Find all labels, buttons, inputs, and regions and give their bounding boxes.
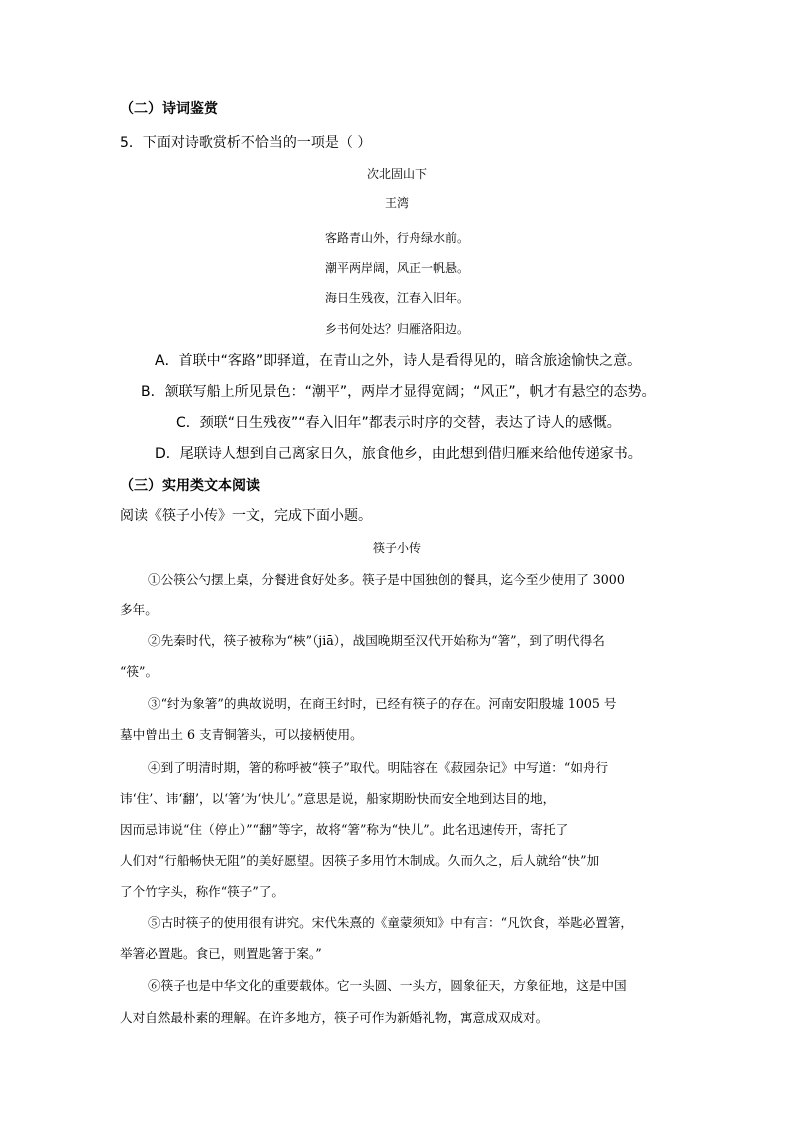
paragraph-line: “筷”。 — [120, 664, 159, 679]
paragraph-line: 人们对“行船畅快无阻”的美好愿望。因筷子多用竹木制成。久而久之，后人就给“快”加 — [120, 853, 600, 868]
paragraph-line: ③“纣为象箸”的典故说明，在商王纣时，已经有筷子的存在。河南安阳殷墟 1005 号 — [148, 696, 617, 711]
paragraph-line: ②先秦时代，筷子被称为“梜”（jiā），战国晚期至汉代开始称为“箸”，到了明代得名 — [148, 633, 605, 648]
option-d: D．尾联诗人想到自己离家日久，旅食他乡，由此想到借归雁来给他传递家书。 — [155, 446, 642, 462]
article-title: 筷子小传 — [372, 541, 421, 555]
question-5: 5．下面对诗歌赏析不恰当的一项是（ ） — [120, 135, 372, 151]
poem-line: 乡书何处达？归雁洛阳边。 — [324, 322, 469, 336]
paragraph-line: ①公筷公勺摆上桌，分餐进食好处多。筷子是中国独创的餐具，迄今至少使用了 3000 — [148, 572, 625, 587]
option-b: B．颔联写船上所见景色：“潮平”，两岸才显得宽阔；“风正”，帆才有悬空的态势。 — [141, 384, 656, 400]
paragraph-line: ⑤古时筷子的使用很有讲究。宋代朱熹的《童蒙须知》中有言：“凡饮食，举匙必置箸， — [148, 915, 634, 930]
section-heading-practical: （三）实用类文本阅读 — [120, 478, 260, 494]
paragraph-line: 墓中曾出土 6 支青铜箸头，可以接柄使用。 — [120, 727, 363, 742]
paragraph-line: 多年。 — [120, 602, 158, 617]
poem-line: 海日生残夜，江春入旧年。 — [324, 291, 469, 305]
reading-instruction: 阅读《筷子小传》一文，完成下面小题。 — [120, 508, 372, 524]
option-a: A．首联中“客路”即驿道，在青山之外，诗人是看得见的，暗含旅途愉快之意。 — [155, 353, 642, 369]
paragraph-line: 举箸必置匙。食已，则置匙箸于案。” — [120, 946, 322, 961]
paragraph-line: 因而忌讳说“住（停止）”“翻”等字，故将“箸”称为“快儿”。此名迅速传开，寄托了 — [120, 822, 569, 837]
paragraph-line: ④到了明清时期，箸的称呼被“筷子”取代。明陆容在《菽园杂记》中写道：“如舟行 — [148, 760, 609, 775]
poem-title: 次北固山下 — [366, 167, 427, 181]
section-heading-poetry: （二）诗词鉴赏 — [120, 101, 218, 117]
option-c: C．颈联“日生残夜”“春入旧年”都表示时序的交替，表达了诗人的感慨。 — [176, 415, 621, 431]
poem-line: 客路青山外，行舟绿水前。 — [324, 231, 469, 245]
poem-author: 王湾 — [384, 196, 409, 210]
paragraph-line: ⑥筷子也是中华文化的重要载体。它一头圆、一头方，圆象征天，方象征地，这是中国 — [148, 978, 627, 993]
poem-line: 潮平两岸阔，风正一帆悬。 — [324, 261, 469, 275]
paragraph-line: 了个竹字头，称作“筷子”了。 — [120, 884, 285, 899]
paragraph-line: 讳‘住’、讳‘翻’，以‘箸’为‘快儿’。”意思是说，船家期盼快而安全地到达目的地， — [120, 791, 556, 806]
paragraph-line: 人对自然最朴素的理解。在许多地方，筷子可作为新婚礼物，寓意成双成对。 — [120, 1010, 549, 1025]
